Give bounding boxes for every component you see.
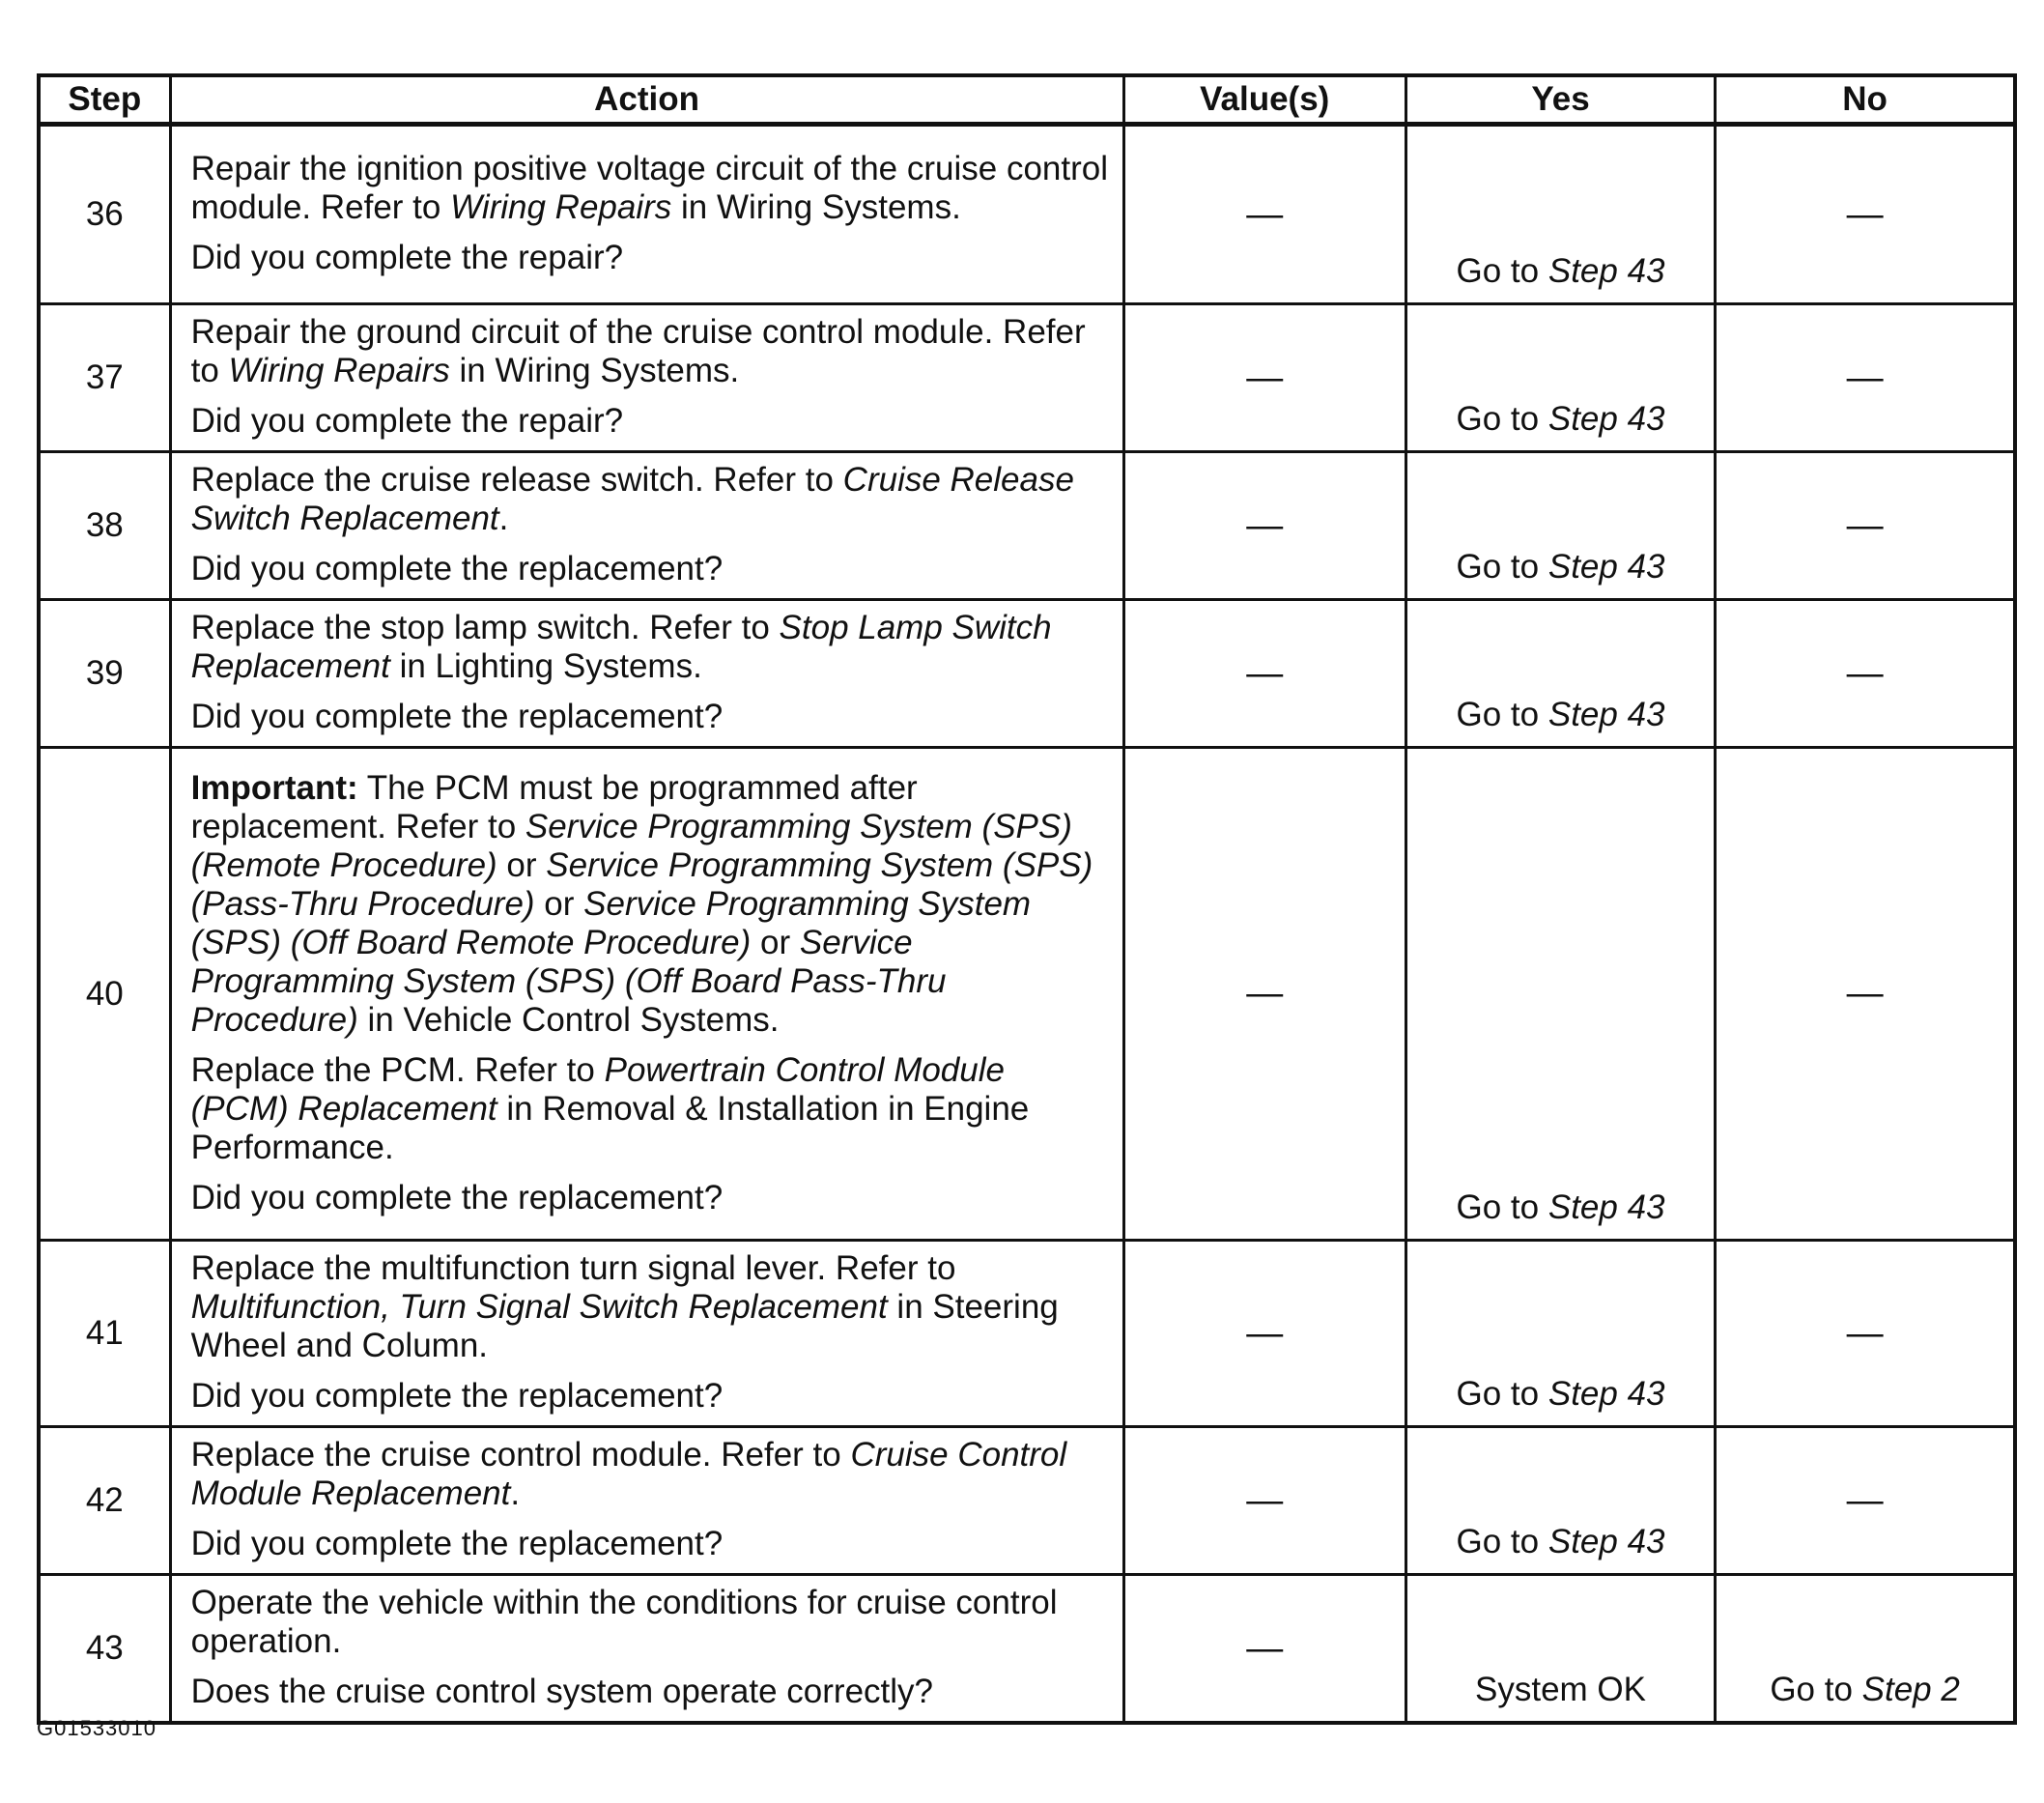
- action-text: Go to: [1456, 252, 1548, 290]
- action-text: Did you complete the replacement?: [190, 698, 724, 735]
- step-number: 41: [39, 1241, 170, 1427]
- action-text: —: [1846, 1479, 1884, 1521]
- table-row: [39, 304, 2015, 452]
- action-text: Did you complete the replacement?: [190, 1525, 724, 1562]
- table-row: [39, 125, 2015, 304]
- action-text: System OK: [1475, 1671, 1646, 1708]
- step-number: 40: [39, 748, 170, 1241]
- action-text: Replace the stop lamp switch. Refer to: [190, 609, 780, 646]
- step-number: 43: [39, 1575, 170, 1724]
- yes-cell: [1405, 1427, 1715, 1575]
- step-number: 39: [39, 600, 170, 748]
- yes-cell: [1405, 304, 1715, 452]
- action-question: [191, 1179, 1111, 1217]
- action-text: .: [510, 1474, 521, 1512]
- reference-link-text: Service Programming System (SPS) (Pass-Thru Procedure): [190, 845, 1093, 923]
- yes-cell: [1405, 452, 1715, 600]
- table-row: [39, 1575, 2015, 1724]
- action-text: —: [1846, 1312, 1884, 1354]
- action-cell: [170, 600, 1123, 748]
- action-text: —: [1846, 193, 1884, 235]
- action-cell: [170, 748, 1123, 1241]
- action-text: Replace the PCM. Refer to: [190, 1050, 605, 1089]
- no-cell: [1716, 748, 2015, 1241]
- diagnostic-table: [37, 73, 2017, 1725]
- reference-link-text: Cruise Release Switch Replacement: [190, 461, 1074, 537]
- header-action: Action: [170, 75, 1123, 125]
- action-question: [191, 402, 1111, 441]
- no-cell: [1716, 452, 2015, 600]
- action-paragraph: [191, 461, 1111, 538]
- action-cell: [170, 125, 1123, 304]
- action-paragraph: [191, 1436, 1111, 1513]
- action-text: —: [1846, 357, 1884, 398]
- table-row: [39, 452, 2015, 600]
- action-paragraph: [191, 609, 1111, 686]
- reference-link-text: Step 43: [1547, 1188, 1665, 1226]
- table-header: [39, 75, 2015, 125]
- action-text: —: [1846, 504, 1884, 546]
- action-paragraph: [191, 1584, 1111, 1661]
- action-text: Did you complete the replacement?: [190, 550, 724, 587]
- action-paragraph: [191, 1249, 1111, 1365]
- reference-link-text: Service Programming System (SPS) (Off Board Remote Procedure): [190, 884, 1032, 961]
- action-cell: [170, 1427, 1123, 1575]
- values-cell: —: [1123, 304, 1405, 452]
- reference-link-text: Step 43: [1547, 1523, 1665, 1560]
- action-text: Go to: [1456, 548, 1548, 586]
- values-cell: —: [1123, 1575, 1405, 1724]
- header-yes: Yes: [1405, 75, 1715, 125]
- action-cell: [170, 452, 1123, 600]
- action-text: in Steering Wheel and Column.: [190, 1288, 1059, 1364]
- header-row: [39, 75, 2015, 125]
- yes-cell: [1405, 125, 1715, 304]
- table-row: [39, 748, 2015, 1241]
- action-cell: [170, 1241, 1123, 1427]
- action-text: in Removal & Installation in Engine Performance.: [190, 1089, 1030, 1166]
- no-cell: [1716, 1427, 2015, 1575]
- action-text: The PCM must be programmed after replacement. Refer to: [190, 768, 918, 845]
- action-text: or: [751, 923, 800, 961]
- action-text: in Vehicle Control Systems.: [357, 1000, 780, 1039]
- step-number: 36: [39, 125, 170, 304]
- action-text: Go to: [1456, 1523, 1548, 1560]
- values-cell: —: [1123, 1427, 1405, 1575]
- reference-link-text: Service Programming System (SPS) (Off Board Pass-Thru Procedure): [190, 923, 947, 1039]
- values-cell: —: [1123, 600, 1405, 748]
- action-paragraph: [191, 150, 1111, 227]
- reference-link-text: Wiring Repairs: [228, 352, 450, 389]
- action-cell: [170, 1575, 1123, 1724]
- action-question: [191, 698, 1111, 736]
- reference-link-text: Step 43: [1547, 252, 1665, 290]
- reference-link-text: Step 43: [1547, 696, 1665, 733]
- reference-link-text: Cruise Control Module Replacement: [190, 1436, 1067, 1512]
- step-number: 37: [39, 304, 170, 452]
- action-text: Repair the ignition positive voltage circuit of the cruise control module. Refer to: [190, 150, 1108, 226]
- action-text: or: [534, 884, 584, 923]
- reference-link-text: Stop Lamp Switch Replacement: [190, 609, 1052, 685]
- table-row: [39, 1427, 2015, 1575]
- action-cell: [170, 304, 1123, 452]
- yes-cell: [1405, 1241, 1715, 1427]
- action-text: Did you complete the repair?: [190, 239, 624, 276]
- yes-cell: [1405, 600, 1715, 748]
- action-text: Go to: [1456, 696, 1548, 733]
- no-cell: [1716, 600, 2015, 748]
- values-cell: —: [1123, 125, 1405, 304]
- action-question: [191, 1525, 1111, 1563]
- action-text: Go to: [1770, 1671, 1862, 1708]
- action-paragraph: [191, 1051, 1111, 1167]
- step-number: 38: [39, 452, 170, 600]
- action-text: in Wiring Systems.: [449, 352, 740, 389]
- values-cell: —: [1123, 748, 1405, 1241]
- action-text: Replace the multifunction turn signal lever. Refer to: [190, 1249, 956, 1287]
- action-text: Did you complete the replacement?: [190, 1178, 724, 1216]
- table-row: [39, 600, 2015, 748]
- action-text: .: [498, 500, 509, 537]
- action-text: Replace the cruise control module. Refer to: [190, 1436, 851, 1474]
- step-number: 42: [39, 1427, 170, 1575]
- reference-link-text: Wiring Repairs: [450, 188, 672, 226]
- action-text: Does the cruise control system operate correctly?: [190, 1673, 934, 1710]
- action-question: [191, 550, 1111, 588]
- yes-cell: [1405, 1575, 1715, 1724]
- action-text: Repair the ground circuit of the cruise control module. Refer to: [190, 313, 1086, 389]
- action-text: in Lighting Systems.: [389, 647, 702, 685]
- action-text: Did you complete the repair?: [190, 402, 624, 440]
- reference-link-text: Service Programming System (SPS) (Remote Procedure): [190, 807, 1072, 884]
- emphasis-text: Important:: [190, 768, 358, 807]
- no-cell: [1716, 304, 2015, 452]
- header-values: Value(s): [1123, 75, 1405, 125]
- reference-link-text: Step 43: [1547, 548, 1665, 586]
- action-text: —: [1846, 652, 1884, 694]
- reference-link-text: Step 2: [1861, 1671, 1960, 1708]
- no-cell: [1716, 1575, 2015, 1724]
- action-text: Operate the vehicle within the conditions for cruise control operation.: [190, 1584, 1058, 1660]
- no-cell: [1716, 125, 2015, 304]
- action-paragraph: [191, 313, 1111, 390]
- header-no: No: [1716, 75, 2015, 125]
- yes-cell: [1405, 748, 1715, 1241]
- action-text: Go to: [1456, 1375, 1548, 1413]
- action-text: —: [1846, 973, 1884, 1014]
- figure-id: G01533010: [37, 1716, 156, 1740]
- action-text: or: [497, 845, 547, 884]
- table-row: [39, 1241, 2015, 1427]
- action-text: Go to: [1456, 400, 1548, 438]
- header-step: Step: [39, 75, 170, 125]
- action-text: in Wiring Systems.: [671, 188, 961, 226]
- reference-link-text: Step 43: [1547, 400, 1665, 438]
- reference-link-text: Multifunction, Turn Signal Switch Replacement: [190, 1288, 888, 1326]
- table-body: [39, 125, 2015, 1724]
- action-text: Did you complete the replacement?: [190, 1377, 724, 1415]
- action-text: Go to: [1456, 1188, 1548, 1226]
- reference-link-text: Powertrain Control Module (PCM) Replacement: [190, 1050, 1005, 1128]
- no-cell: [1716, 1241, 2015, 1427]
- action-paragraph: [191, 769, 1111, 1040]
- values-cell: —: [1123, 452, 1405, 600]
- action-question: [191, 1673, 1111, 1711]
- action-text: Replace the cruise release switch. Refer to: [190, 461, 843, 499]
- values-cell: —: [1123, 1241, 1405, 1427]
- action-question: [191, 239, 1111, 277]
- action-question: [191, 1377, 1111, 1416]
- reference-link-text: Step 43: [1547, 1375, 1665, 1413]
